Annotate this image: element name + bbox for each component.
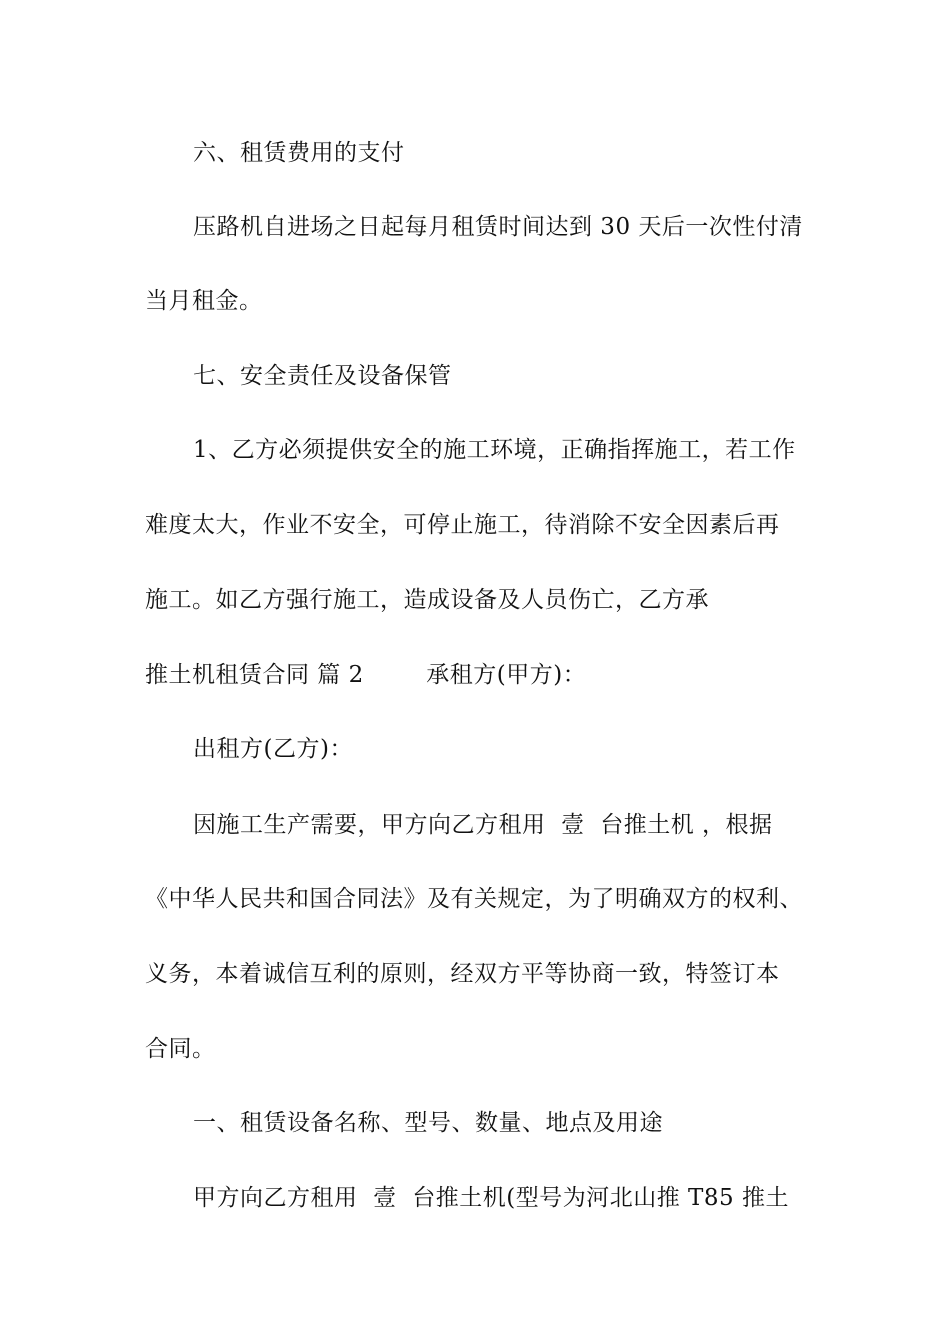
contract-title-line: 推土机租赁合同 篇 2 承租方(甲方)： [145, 662, 587, 688]
paragraph-line: 义务，本着诚信互利的原则，经双方平等协商一致，特签订本 [145, 961, 780, 987]
paragraph-line: 《中华人民共和国合同法》及有关规定，为了明确双方的权利、 [145, 886, 803, 912]
paragraph-line: 当月租金。 [145, 288, 263, 314]
section-heading-payment: 六、租赁费用的支付 [193, 140, 405, 166]
section-heading-safety: 七、安全责任及设备保管 [193, 363, 452, 389]
paragraph-line: 1、乙方必须提供安全的施工环境，正确指挥施工，若工作 [193, 437, 796, 463]
paragraph-line: 施工。如乙方强行施工，造成设备及人员伤亡，乙方承 [145, 587, 709, 613]
paragraph-line: 合同。 [145, 1036, 216, 1062]
paragraph-line: 甲方向乙方租用 壹 台推土机(型号为河北山推 T85 推土 [193, 1185, 789, 1211]
section-heading-equipment: 一、租赁设备名称、型号、数量、地点及用途 [193, 1110, 663, 1136]
paragraph-line: 压路机自进场之日起每月租赁时间达到 30 天后一次性付清 [193, 214, 803, 240]
paragraph-line: 难度太大，作业不安全，可停止施工，待消除不安全因素后再 [145, 512, 780, 538]
paragraph-line: 因施工生产需要，甲方向乙方租用 壹 台推土机 ，根据 [193, 812, 773, 838]
party-line: 出租方(乙方)： [193, 736, 353, 762]
